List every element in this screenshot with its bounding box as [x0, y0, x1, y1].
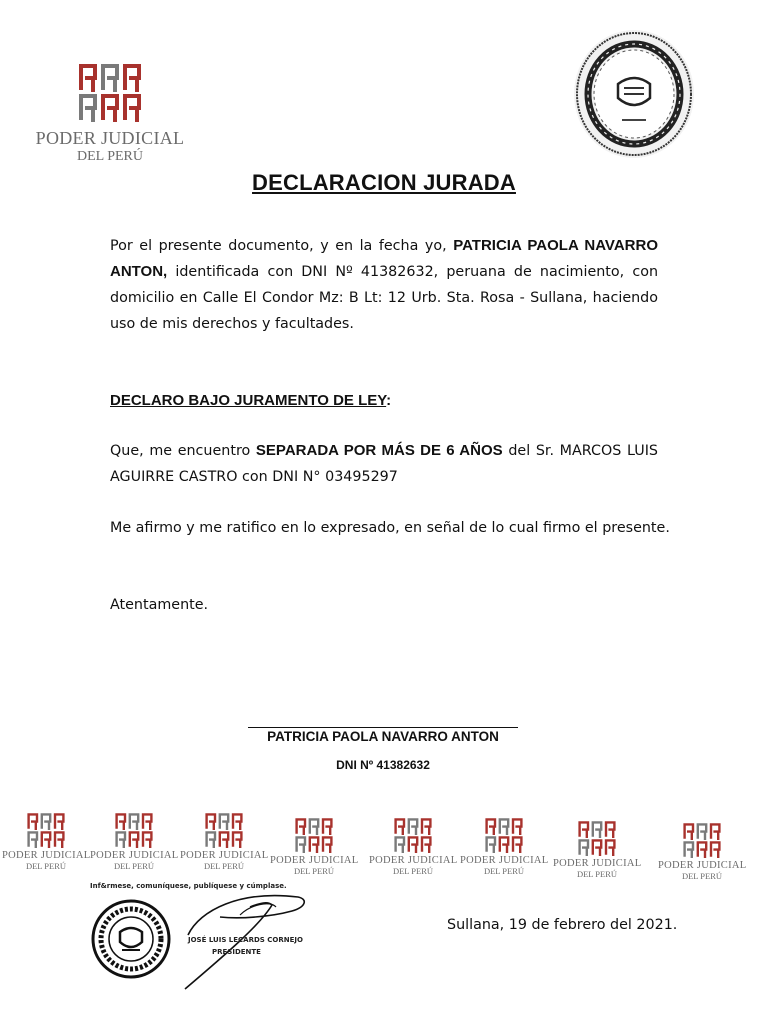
separation-paragraph: Que, me encuentro SEPARADA POR MÁS DE 6 AÑOS del Sr. MARCOS LUIS AGUIRRE CASTRO con DNI N° 03495297 — [110, 442, 658, 485]
stamp-caption: Inf&rmese, comuníquese, publíquese y cúmplase. — [90, 882, 287, 890]
poder-judicial-logo-icon — [682, 822, 722, 858]
poder-judicial-logo-icon — [77, 62, 143, 122]
poder-judicial-logo-icon — [294, 817, 334, 853]
watermark-logo: PODER JUDICIAL DEL PERÚ — [658, 822, 746, 881]
separation-statement: SEPARADA POR MÁS DE 6 AÑOS — [255, 442, 503, 459]
poder-judicial-logo-icon — [26, 812, 66, 848]
ratification-paragraph: Me afirmo y me ratifico en lo expresado, en señal de lo cual firmo el presente. — [110, 520, 670, 536]
judicial-stamp-icon — [90, 898, 172, 980]
watermark-logo: PODER JUDICIAL DEL PERÚ — [2, 812, 90, 871]
watermark-logo: PODER JUDICIAL DEL PERÚ — [270, 817, 358, 876]
declaration-paragraph: Por el presente documento, y en la fecha yo, PATRICIA PAOLA NAVARRO ANTON, identificada con DNI Nº 41382632, peruana de nacimiento, con domicilio en Calle El Condor Mz: B Lt: 12 Urb. Sta. Rosa - Sullana, haciendo uso de mis derechos y facultades. — [110, 237, 658, 332]
document-date: Sullana, 19 de febrero del 2021. — [447, 917, 678, 933]
poder-judicial-logo — [34, 62, 186, 165]
official-title: PRESIDENTE — [212, 948, 261, 956]
official-seal-icon — [572, 28, 696, 162]
poder-judicial-logo-icon — [204, 812, 244, 848]
document-title: DECLARACION JURADA — [252, 170, 516, 195]
watermark-logo: PODER JUDICIAL DEL PERÚ — [90, 812, 178, 871]
watermark-logo: PODER JUDICIAL DEL PERÚ — [369, 817, 457, 876]
poder-judicial-logo-icon — [577, 820, 617, 856]
oath-heading: DECLARO BAJO JURAMENTO DE LEY: — [110, 392, 392, 409]
poder-judicial-logo-icon — [114, 812, 154, 848]
watermark-logo: PODER JUDICIAL DEL PERÚ — [180, 812, 268, 871]
declarant-name: PATRICIA PAOLA NAVARRO ANTON, — [110, 237, 658, 280]
watermark-logo: PODER JUDICIAL DEL PERÚ — [460, 817, 548, 876]
poder-judicial-logo-icon — [484, 817, 524, 853]
signer-name: PATRICIA PAOLA NAVARRO ANTON — [267, 729, 499, 744]
closing-text: Atentamente. — [110, 597, 209, 613]
logo-line1: PODER JUDICIAL — [35, 128, 185, 148]
official-name: JOSÉ LUIS LECARDS CORNEJO — [188, 936, 303, 944]
logo-line2: DEL PERÚ — [77, 149, 143, 164]
poder-judicial-logo-icon — [393, 817, 433, 853]
signature-line — [248, 727, 518, 728]
watermark-logo: PODER JUDICIAL DEL PERÚ — [553, 820, 641, 879]
signer-dni: DNI Nº 41382632 — [336, 758, 430, 772]
